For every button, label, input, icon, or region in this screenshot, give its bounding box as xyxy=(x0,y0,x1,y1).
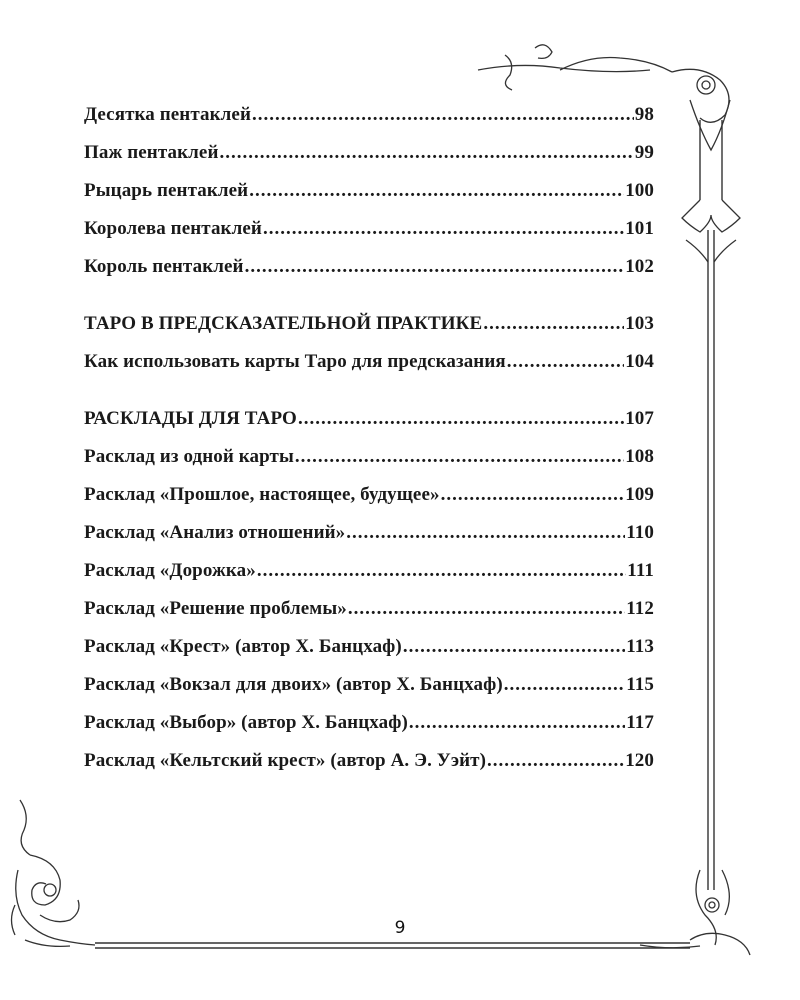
bottom-right-ornament xyxy=(640,870,750,955)
table-of-contents xyxy=(84,96,654,780)
toc-entry-title: Король пентаклей xyxy=(84,256,244,277)
toc-entry[interactable] xyxy=(84,552,654,590)
toc-leader-dots xyxy=(483,305,624,343)
toc-leader-dots xyxy=(507,343,624,381)
toc-leader-dots xyxy=(441,476,625,514)
toc-entry-title: Расклад из одной карты xyxy=(84,446,294,467)
toc-entry-title: РАСКЛАДЫ ДЛЯ ТАРО xyxy=(84,408,297,429)
toc-entry-page: 100 xyxy=(625,180,654,201)
toc-entry[interactable] xyxy=(84,134,654,172)
toc-entry-title: Расклад «Решение проблемы» xyxy=(84,598,347,619)
toc-entry-title: Паж пентаклей xyxy=(84,142,219,163)
toc-entry-title: Королева пентаклей xyxy=(84,218,262,239)
toc-entry-page: 113 xyxy=(626,636,654,657)
toc-entry[interactable] xyxy=(84,210,654,248)
toc-entry[interactable] xyxy=(84,438,654,476)
toc-leader-dots xyxy=(245,248,625,286)
toc-entry-title: Расклад «Анализ отношений» xyxy=(84,522,346,543)
page-number: 9 xyxy=(394,918,406,938)
toc-entry-title: ТАРО В ПРЕДСКАЗАТЕЛЬНОЙ ПРАКТИКЕ xyxy=(84,313,483,334)
toc-entry-page: 112 xyxy=(626,598,654,619)
toc-entry[interactable] xyxy=(84,172,654,210)
toc-section-heading[interactable] xyxy=(84,305,654,343)
toc-entry-page: 98 xyxy=(634,104,654,125)
toc-leader-dots xyxy=(252,96,634,134)
toc-entry-title: Расклад «Прошлое, настоящее, будущее» xyxy=(84,484,440,505)
toc-leader-dots xyxy=(348,590,625,628)
toc-entry[interactable] xyxy=(84,96,654,134)
toc-entry-title: Десятка пентаклей xyxy=(84,104,252,125)
toc-entry-title: Расклад «Кельтский крест» (автор А. Э. Уэйт) xyxy=(84,750,487,771)
toc-leader-dots xyxy=(298,400,624,438)
toc-leader-dots xyxy=(295,438,624,476)
toc-entry[interactable] xyxy=(84,476,654,514)
toc-entry-page: 104 xyxy=(625,351,654,372)
section-gap xyxy=(84,286,654,305)
toc-entry-title: Расклад «Крест» (автор Х. Банцхаф) xyxy=(84,636,402,657)
toc-entry-page: 107 xyxy=(625,408,654,429)
toc-entry[interactable] xyxy=(84,590,654,628)
toc-entry-page: 102 xyxy=(625,256,654,277)
toc-entry[interactable] xyxy=(84,248,654,286)
toc-leader-dots xyxy=(257,552,626,590)
toc-entry[interactable] xyxy=(84,514,654,552)
toc-leader-dots xyxy=(263,210,624,248)
toc-entry[interactable] xyxy=(84,666,654,704)
toc-entry-title: Как использовать карты Таро для предсказания xyxy=(84,351,506,372)
toc-section-heading[interactable] xyxy=(84,400,654,438)
toc-leader-dots xyxy=(409,704,625,742)
toc-entry-page: 117 xyxy=(626,712,654,733)
toc-leader-dots xyxy=(487,742,624,780)
toc-entry[interactable] xyxy=(84,628,654,666)
toc-entry-page: 99 xyxy=(634,142,654,163)
toc-entry-page: 120 xyxy=(625,750,654,771)
toc-entry-page: 101 xyxy=(625,218,654,239)
toc-entry-page: 111 xyxy=(627,560,654,581)
toc-entry-page: 103 xyxy=(625,313,654,334)
toc-entry-page: 109 xyxy=(625,484,654,505)
toc-leader-dots xyxy=(504,666,625,704)
toc-entry[interactable] xyxy=(84,742,654,780)
toc-entry[interactable] xyxy=(84,343,654,381)
toc-entry-title: Расклад «Дорожка» xyxy=(84,560,256,581)
section-gap xyxy=(84,381,654,400)
toc-entry-page: 108 xyxy=(625,446,654,467)
toc-entry-page: 115 xyxy=(626,674,654,695)
toc-entry[interactable] xyxy=(84,704,654,742)
toc-entry-page: 110 xyxy=(626,522,654,543)
toc-entry-title: Расклад «Выбор» (автор Х. Банцхаф) xyxy=(84,712,408,733)
toc-leader-dots xyxy=(346,514,625,552)
toc-entry-title: Расклад «Вокзал для двоих» (автор Х. Банцхаф) xyxy=(84,674,503,695)
toc-leader-dots xyxy=(403,628,625,666)
toc-leader-dots xyxy=(220,134,634,172)
toc-entry-title: Рыцарь пентаклей xyxy=(84,180,249,201)
toc-leader-dots xyxy=(249,172,624,210)
